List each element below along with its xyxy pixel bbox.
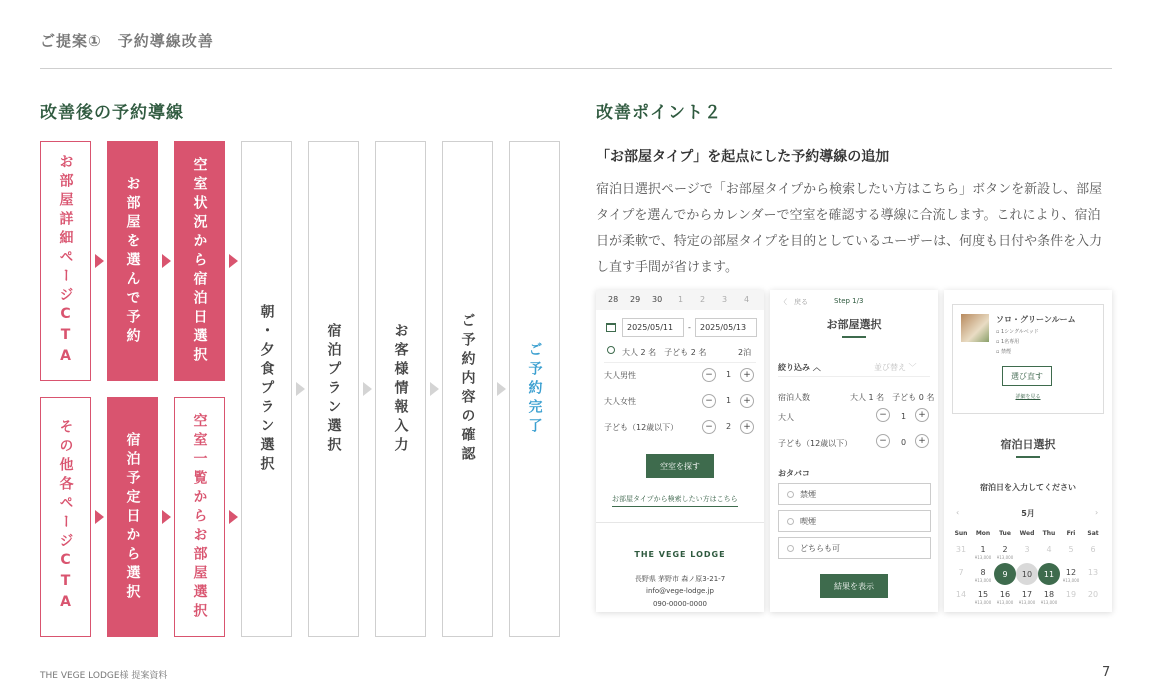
- day-price: ¥13,000: [1018, 600, 1036, 605]
- arrow-icon: [95, 254, 104, 268]
- radio-circle-icon: [787, 545, 794, 552]
- calendar-day[interactable]: [950, 545, 972, 554]
- flow-box-complete: [509, 141, 560, 637]
- room-type-search-link[interactable]: お部屋タイプから検索したい方はこちら: [612, 494, 738, 507]
- day-number: 18: [1043, 590, 1055, 599]
- divider: [596, 522, 764, 523]
- day-price: ¥13,000: [974, 555, 992, 560]
- weekday-label: Thu: [1042, 530, 1056, 537]
- cal-day: 30: [652, 295, 663, 304]
- guest-row-value: 1: [726, 396, 732, 405]
- plus-button[interactable]: +: [740, 368, 754, 382]
- cal-day: 4: [744, 295, 750, 304]
- month-label: 5月: [1021, 509, 1035, 518]
- calendar-day-selected-start[interactable]: [994, 563, 1016, 585]
- flow-box-guest-info: [375, 141, 426, 637]
- day-number: 31: [955, 545, 967, 554]
- flow-box-label: ご予約内容の確認: [459, 313, 476, 465]
- calendar-day[interactable]: [994, 545, 1016, 560]
- tobacco-label: おタバコ: [778, 469, 810, 478]
- checkout-date-field[interactable]: 2025/05/13: [695, 318, 757, 337]
- flow-box-other-page-cta: [40, 397, 91, 637]
- back-link[interactable]: 〈 戻る: [780, 298, 808, 306]
- option-label: 喫煙: [800, 516, 816, 526]
- minus-button[interactable]: −: [702, 394, 716, 408]
- guest-count-label: 宿泊人数: [778, 393, 810, 402]
- page-number: 7: [1102, 665, 1111, 680]
- flow-box-stay-plan: [308, 141, 359, 637]
- feature-text: 1シングルベッド: [1000, 329, 1039, 335]
- calendar-day-in-range[interactable]: [1016, 563, 1038, 585]
- left-section-title: 改善後の予約導線: [40, 103, 184, 123]
- option-label: どちらも可: [800, 543, 840, 553]
- chevron-down-icon: ﹀: [908, 363, 917, 372]
- calendar-day-selected-end[interactable]: [1038, 563, 1060, 585]
- guest-row-label: 大人: [778, 413, 794, 422]
- header-divider: [40, 68, 1112, 69]
- calendar-day[interactable]: [1082, 590, 1104, 599]
- day-number: 9: [1002, 569, 1008, 579]
- day-number: 1: [980, 545, 986, 554]
- next-month-icon[interactable]: ›: [1095, 508, 1099, 517]
- calendar-day[interactable]: [972, 568, 994, 583]
- guest-row-value: 0: [901, 438, 907, 447]
- guest-row-label: 大人女性: [604, 397, 636, 406]
- prev-month-icon[interactable]: ‹: [956, 508, 960, 517]
- divider: [778, 376, 930, 377]
- day-number: 4: [1046, 545, 1052, 554]
- guest-row-label: 大人男性: [604, 371, 636, 380]
- flow-box-label: お部屋を選んで予約: [124, 175, 141, 347]
- feature-text: 1名専用: [1000, 339, 1020, 345]
- flow-box-label: 空室一覧からお部屋選択: [191, 412, 208, 622]
- day-number: 8: [980, 568, 986, 577]
- reselect-button[interactable]: 選び直す: [1002, 366, 1052, 386]
- calendar-day[interactable]: [950, 568, 972, 577]
- flow-box-select-room: [107, 141, 158, 381]
- date-selection-title: 宿泊日選択: [1000, 438, 1056, 451]
- calendar-day[interactable]: [1082, 568, 1104, 577]
- calendar-day[interactable]: [1016, 590, 1038, 605]
- plus-button[interactable]: +: [740, 394, 754, 408]
- title-underline: [1016, 456, 1040, 458]
- day-number: 19: [1065, 590, 1077, 599]
- flow-box-label: ご予約完了: [526, 341, 543, 437]
- feature-text: 禁煙: [1000, 349, 1011, 355]
- cal-day: 28: [608, 295, 619, 304]
- room-thumbnail: [961, 314, 989, 342]
- arrow-icon: [363, 382, 372, 396]
- arrow-icon: [229, 254, 238, 268]
- day-number: 20: [1087, 590, 1099, 599]
- calendar-icon: [606, 323, 616, 332]
- date-separator: -: [688, 323, 691, 332]
- calendar-day[interactable]: [1082, 545, 1104, 554]
- day-number: 14: [955, 590, 967, 599]
- room-feature: ▫ 1名専用: [996, 339, 1020, 345]
- right-section-title: 改善ポイント２: [596, 103, 722, 123]
- option-label: 禁煙: [800, 489, 816, 499]
- lodge-phone: 090-0000-0000: [652, 600, 708, 608]
- day-price: ¥13,000: [974, 578, 992, 583]
- arrow-icon: [162, 510, 171, 524]
- calendar-day[interactable]: [1038, 590, 1060, 605]
- day-number: 10: [1021, 569, 1033, 579]
- guest-count-value: 大人 1 名 子ども 0 名: [850, 393, 935, 402]
- calendar-day[interactable]: [1060, 568, 1082, 583]
- calendar-day[interactable]: [972, 590, 994, 605]
- minus-button[interactable]: −: [876, 434, 890, 448]
- guest-row-value: 2: [726, 422, 732, 431]
- calendar-day[interactable]: [994, 590, 1016, 605]
- day-price: ¥13,000: [974, 600, 992, 605]
- sort-select[interactable]: [874, 362, 917, 373]
- filter-toggle[interactable]: [778, 362, 821, 373]
- footer-client-label: THE VEGE LODGE様 提案資料: [40, 671, 168, 681]
- arrow-icon: [95, 510, 104, 524]
- mockup-room-selection: [770, 290, 938, 612]
- option-non-smoking[interactable]: [778, 483, 931, 505]
- flow-box-room-detail-cta: [40, 141, 91, 381]
- day-number: 13: [1087, 568, 1099, 577]
- day-price: ¥13,000: [1062, 578, 1080, 583]
- calendar-day[interactable]: [1060, 590, 1082, 599]
- plus-button[interactable]: +: [915, 408, 929, 422]
- flow-box-label: お部屋詳細ページCTA: [57, 153, 74, 369]
- room-name: ソロ・グリーンルーム: [996, 315, 1076, 324]
- guest-row-value: 1: [726, 370, 732, 379]
- cal-day: 1: [678, 295, 684, 304]
- title-underline: [842, 336, 866, 338]
- flow-box-meal-plan: [241, 141, 292, 637]
- header-title: ご提案① 予約導線改善: [40, 32, 214, 50]
- guest-row-label: 子ども（12歳以下）: [778, 439, 853, 448]
- flow-box-label: 空室状況から宿泊日選択: [191, 156, 208, 366]
- details-link[interactable]: 詳細を見る: [1015, 394, 1041, 400]
- radio-circle-icon: [787, 491, 794, 498]
- date-prompt: 宿泊日を入力してください: [980, 483, 1076, 492]
- guest-row-value: 1: [901, 412, 907, 421]
- flow-box-select-date-from-vacancy: [174, 141, 225, 381]
- weekday-label: Sat: [1087, 530, 1099, 537]
- flow-box-label: 宿泊予定日から選択: [124, 431, 141, 603]
- weekday-label: Tue: [999, 530, 1011, 537]
- cal-day: 3: [722, 295, 728, 304]
- divider: [604, 362, 756, 363]
- lodge-name: THE VEGE LODGE: [634, 550, 726, 559]
- day-number: 12: [1065, 568, 1077, 577]
- day-price: ¥13,000: [996, 600, 1014, 605]
- arrow-icon: [162, 254, 171, 268]
- room-feature: ▫ 1シングルベッド: [996, 329, 1039, 335]
- sort-label: 並び替え: [874, 363, 906, 372]
- flow-box-label: その他各ページCTA: [57, 419, 74, 615]
- day-price: ¥13,000: [996, 555, 1014, 560]
- nights-count: 2泊: [738, 348, 752, 357]
- arrow-icon: [497, 382, 506, 396]
- arrow-icon: [430, 382, 439, 396]
- calendar-day[interactable]: [1038, 545, 1060, 554]
- flow-box-select-from-date: [107, 397, 158, 637]
- day-number: 6: [1090, 545, 1096, 554]
- day-number: 7: [958, 568, 964, 577]
- radio-circle-icon: [787, 518, 794, 525]
- day-price: ¥13,000: [1040, 600, 1058, 605]
- guest-row-label: 子ども（12歳以下）: [604, 423, 679, 432]
- flow-box-label: 朝・夕食プラン選択: [258, 303, 275, 475]
- filter-label: 絞り込み: [778, 363, 810, 372]
- step-indicator: Step 1/3: [834, 297, 864, 305]
- cal-day: 29: [630, 295, 641, 304]
- person-icon: [607, 346, 615, 354]
- lodge-address: 長野県 茅野市 森ノ原3-21-7: [634, 575, 726, 583]
- day-number: 17: [1021, 590, 1033, 599]
- weekday-label: Sun: [954, 530, 968, 537]
- room-selection-title: お部屋選択: [826, 318, 882, 331]
- arrow-icon: [296, 382, 305, 396]
- lodge-email: info@vege-lodge.jp: [646, 587, 714, 595]
- day-number: 3: [1024, 545, 1030, 554]
- calendar-day[interactable]: [1060, 545, 1082, 554]
- weekday-label: Mon: [975, 530, 991, 537]
- chevron-up-icon: ︿: [812, 363, 821, 372]
- flow-box-label: お客様情報入力: [392, 322, 409, 456]
- flow-box-confirm: [442, 141, 493, 637]
- checkin-date-field[interactable]: 2025/05/11: [622, 318, 684, 337]
- flow-box-label: 宿泊プラン選択: [325, 322, 342, 456]
- day-number: 2: [1002, 545, 1008, 554]
- day-number: 15: [977, 590, 989, 599]
- mockup-date-calendar: [944, 290, 1112, 612]
- cal-day: 2: [700, 295, 706, 304]
- day-number: 16: [999, 590, 1011, 599]
- room-feature: ▫ 禁煙: [996, 349, 1011, 355]
- show-results-button[interactable]: 結果を表示: [820, 574, 888, 598]
- weekday-label: Fri: [1066, 530, 1076, 537]
- minus-button[interactable]: −: [702, 368, 716, 382]
- option-either[interactable]: [778, 537, 931, 559]
- minus-button[interactable]: −: [702, 420, 716, 434]
- option-smoking[interactable]: [778, 510, 931, 532]
- day-number: 11: [1043, 569, 1055, 579]
- search-vacancy-button[interactable]: 空室を探す: [646, 454, 714, 478]
- weekday-label: Wed: [1019, 530, 1035, 537]
- point-subhead: 「お部屋タイプ」を起点にした予約導線の追加: [596, 149, 890, 165]
- arrow-icon: [229, 510, 238, 524]
- calendar-day[interactable]: [1016, 545, 1038, 554]
- plus-button[interactable]: +: [740, 420, 754, 434]
- guest-summary: 大人 2 名 子ども 2 名: [622, 348, 707, 357]
- plus-button[interactable]: +: [915, 434, 929, 448]
- flow-box-select-room-from-list: [174, 397, 225, 637]
- minus-button[interactable]: −: [876, 408, 890, 422]
- day-number: 5: [1068, 545, 1074, 554]
- point-description: 宿泊日選択ページで「お部屋タイプから検索したい方はこちら」ボタンを新設し、部屋タイプを選んでからカレンダーで空室を確認する導線に合流します。これにより、宿泊日が柔軟で、特定の部屋タイプを目的としているユーザーは、何度も日付や条件を入力し直す手間が省けます。: [596, 182, 1103, 275]
- calendar-day[interactable]: [950, 590, 972, 599]
- mockup-date-selection: [596, 290, 764, 612]
- calendar-day[interactable]: [972, 545, 994, 560]
